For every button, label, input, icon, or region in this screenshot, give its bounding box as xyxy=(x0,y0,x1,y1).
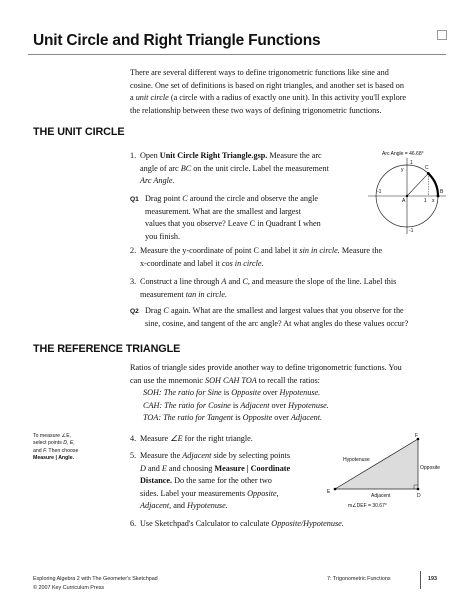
step-1-arc-angle-label: Arc Angle. xyxy=(140,176,175,186)
side-note-line-3a: and xyxy=(33,447,44,454)
question-1 xyxy=(145,193,363,243)
step-5-line-2b: and choosing xyxy=(166,463,215,473)
step-1-line-1b: Measure the arc xyxy=(267,151,322,160)
point-d xyxy=(417,488,420,491)
toa-is: is xyxy=(233,413,243,423)
step-3-and: and xyxy=(226,277,243,286)
page-title: Unit Circle and Right Triangle Functions xyxy=(33,32,321,49)
step-2-line-1b: Measure the xyxy=(339,246,383,255)
unit-circle-figure xyxy=(366,146,448,236)
step-5-menu-part-2: Distance. xyxy=(140,476,173,486)
step-5-number: 5. xyxy=(130,451,137,460)
step-6-number: 6. xyxy=(130,519,137,528)
soh-is: is xyxy=(221,388,232,398)
toa-adjacent: Adjacent. xyxy=(290,413,323,423)
cah-adjacent: Adjacent xyxy=(240,400,270,410)
title-rule xyxy=(28,54,446,55)
step-1-arc-bc: BC xyxy=(180,163,192,173)
hypotenuse-label: Hypotenuse xyxy=(343,457,370,463)
arc-angle-readout: Arc Angle = 46.68° xyxy=(382,151,424,157)
q1-point-c: C xyxy=(182,194,188,203)
side-note-menu: Measure | Angle. xyxy=(33,455,75,462)
cah-is: is xyxy=(230,400,241,410)
label-b: B xyxy=(440,189,444,195)
reference-triangle-intro xyxy=(130,362,448,425)
intro-paragraph xyxy=(130,67,442,117)
step-1-number: 1. xyxy=(130,151,137,160)
point-c xyxy=(427,172,430,175)
footer-chapter: 7: Trigonometric Functions xyxy=(327,576,391,582)
side-note-point-f: F. xyxy=(43,447,48,454)
cah-prefix: CAH: The ratio for xyxy=(143,400,209,410)
q2-label: Q2 xyxy=(130,308,139,315)
adjacent-label: Adjacent xyxy=(371,493,391,499)
side-note-points: D, E, xyxy=(63,440,75,447)
step-4-post: for the right triangle. xyxy=(182,434,253,443)
side-note-line-2a: select points xyxy=(33,440,64,447)
cah-hypotenuse: Hypotenuse. xyxy=(288,400,329,410)
step-5-menu-part-1: Measure | Coordinate xyxy=(214,463,291,473)
step-5-and: and xyxy=(145,463,162,473)
radius-ac xyxy=(407,173,428,196)
q2-line-1b: again. What are the smallest and largest values that you observe for the xyxy=(168,306,404,315)
step-5-point-d: D xyxy=(140,463,146,473)
intro-line-4: the relationship between these two ways of defining trigonometric functions. xyxy=(130,105,382,115)
step-6-ratio: Opposite/Hypotenuse. xyxy=(271,519,344,528)
step-2-line-1a: Measure the y-coordinate of point C and label it xyxy=(140,246,300,255)
point-e xyxy=(334,488,337,491)
ref-intro-line-2a: can use the mnemonic xyxy=(130,375,206,385)
intro-line-2: cosine. One set of definitions is based on right triangles, and another set is based on xyxy=(130,80,404,90)
label-x: x xyxy=(432,198,435,204)
footer-book-title: Exploring Algebra 2 with The Geometer's Sketchpad xyxy=(33,576,158,582)
section-heading-unit-circle: THE UNIT CIRCLE xyxy=(33,126,125,138)
soh-prefix: SOH: The ratio for xyxy=(143,388,208,398)
cah-cosine: Cosine xyxy=(208,400,231,410)
q2-line-2: sine, cosine, and tangent of the arc angle? At what angles do these values occur? xyxy=(145,318,409,328)
step-6-pre: Use Sketchpad's Calculator to calculate xyxy=(140,519,272,528)
question-2 xyxy=(145,305,450,330)
step-3-line-1b: , and measure the slope of the line. Label this xyxy=(247,277,397,286)
toa-over: over xyxy=(272,413,291,423)
step-3-point-a: A xyxy=(221,277,227,286)
step-3 xyxy=(130,276,450,301)
step-5-line-1b: side by selecting points xyxy=(211,451,291,460)
intro-line-3a: a xyxy=(130,93,136,103)
step-4-angle: ∠E xyxy=(170,434,183,443)
intro-line-1: There are several different ways to define trigonometric functions like sine and xyxy=(130,68,389,77)
step-4 xyxy=(130,433,330,446)
toa-opposite: Opposite xyxy=(242,413,273,423)
label-one: 1 xyxy=(424,198,427,204)
step-6 xyxy=(130,518,450,531)
step-5 xyxy=(130,450,325,513)
triangle-def xyxy=(335,439,418,489)
label-c: C xyxy=(425,165,429,171)
label-bottom-neg-one: -1 xyxy=(409,228,414,234)
label-top-one: 1 xyxy=(410,160,413,166)
label-f: F xyxy=(415,433,419,439)
cah-over: over xyxy=(269,400,289,410)
q1-line-4: you finish. xyxy=(145,231,181,241)
label-e: E xyxy=(327,489,331,495)
step-5-adjacent-label: Adjacent, xyxy=(140,501,172,511)
step-5-point-e: E xyxy=(161,463,167,473)
footer-divider xyxy=(420,571,421,589)
soh-hypotenuse: Hypotenuse. xyxy=(279,388,321,398)
soh-over: over xyxy=(260,388,280,398)
step-3-tan-label: tan in circle. xyxy=(185,289,228,299)
q2-line-1a: Drag xyxy=(145,306,164,315)
opposite-label: Opposite xyxy=(420,465,441,471)
label-neg-one: -1 xyxy=(377,189,382,195)
intro-line-3b: (a circle with a radius of exactly one unit). In this activity you'll explore xyxy=(168,93,407,103)
toa-tangent: Tangent xyxy=(207,413,234,423)
toa-prefix: TOA: The ratio for xyxy=(143,413,207,423)
step-5-line-4a: sides. Label your measurements xyxy=(140,488,248,498)
q1-line-1a: Drag point xyxy=(145,194,183,203)
ref-intro-mnemonic: SOH CAH TOA xyxy=(205,375,257,385)
step-5-adjacent: Adjacent xyxy=(182,451,212,460)
step-5-opposite: Opposite, xyxy=(247,488,279,498)
arc-bc xyxy=(428,173,438,196)
side-note-line-1: To measure ∠E, xyxy=(33,433,72,439)
step-2 xyxy=(130,245,450,270)
step-3-line-1a: Construct a line through xyxy=(140,277,222,286)
step-1-line-2b: on the unit circle. Label the measurement xyxy=(191,163,329,173)
side-note xyxy=(33,433,123,463)
q1-line-2: measurement. What are the smallest and largest xyxy=(145,206,301,216)
side-note-line-3b: Then choose xyxy=(47,447,79,454)
soh-opposite: Opposite xyxy=(231,388,261,398)
label-d: D xyxy=(417,493,421,499)
section-heading-reference-triangle: THE REFERENCE TRIANGLE xyxy=(33,343,181,355)
step-3-line-2a: measurement xyxy=(140,289,186,299)
step-2-cos-label: cos in circle. xyxy=(221,258,264,268)
step-2-line-2a: x-coordinate and label it xyxy=(140,258,222,268)
angle-readout: m∠DEF = 30.67° xyxy=(348,503,387,509)
page-number: 193 xyxy=(428,576,437,582)
q1-label: Q1 xyxy=(130,196,139,203)
step-1 xyxy=(130,150,360,188)
intro-unit-circle: unit circle xyxy=(135,93,169,103)
step-1-filename: Unit Circle Right Triangle.gsp. xyxy=(159,151,268,160)
label-a: A xyxy=(402,198,406,204)
step-1-line-2a: angle of arc xyxy=(140,163,181,173)
step-2-number: 2. xyxy=(130,246,137,255)
soh-sine: Sine xyxy=(207,388,222,398)
ref-intro-line-1: Ratios of triangle sides provide another way to define trigonometric functions. You xyxy=(130,363,402,372)
footer-copyright: © 2007 Key Curriculum Press xyxy=(33,585,105,591)
step-5-line-1a: Measure the xyxy=(140,451,183,460)
corner-tick-right xyxy=(437,30,447,40)
step-2-sin-label: sin in circle. xyxy=(299,246,340,255)
point-a xyxy=(406,195,408,197)
q2-point-c: C xyxy=(163,306,169,315)
ref-intro-line-2b: to recall the ratios: xyxy=(256,375,320,385)
step-5-and-2: and xyxy=(171,501,188,511)
step-3-number: 3. xyxy=(130,277,137,286)
step-1-line-1a: Open xyxy=(140,151,160,160)
step-4-number: 4. xyxy=(130,434,137,443)
label-y: y xyxy=(401,167,404,173)
step-3-point-c: C xyxy=(242,277,248,286)
reference-triangle-figure xyxy=(323,431,448,513)
q1-line-1b: around the circle and observe the angle xyxy=(187,194,319,203)
point-b xyxy=(437,195,440,198)
step-5-line-3b: Do the same for the other two xyxy=(172,476,272,486)
step-4-pre: Measure xyxy=(140,434,171,443)
step-5-hypotenuse: Hypotenuse. xyxy=(187,501,228,511)
q1-line-3: values that you observe? Leave C in Quadrant I when xyxy=(145,219,321,229)
